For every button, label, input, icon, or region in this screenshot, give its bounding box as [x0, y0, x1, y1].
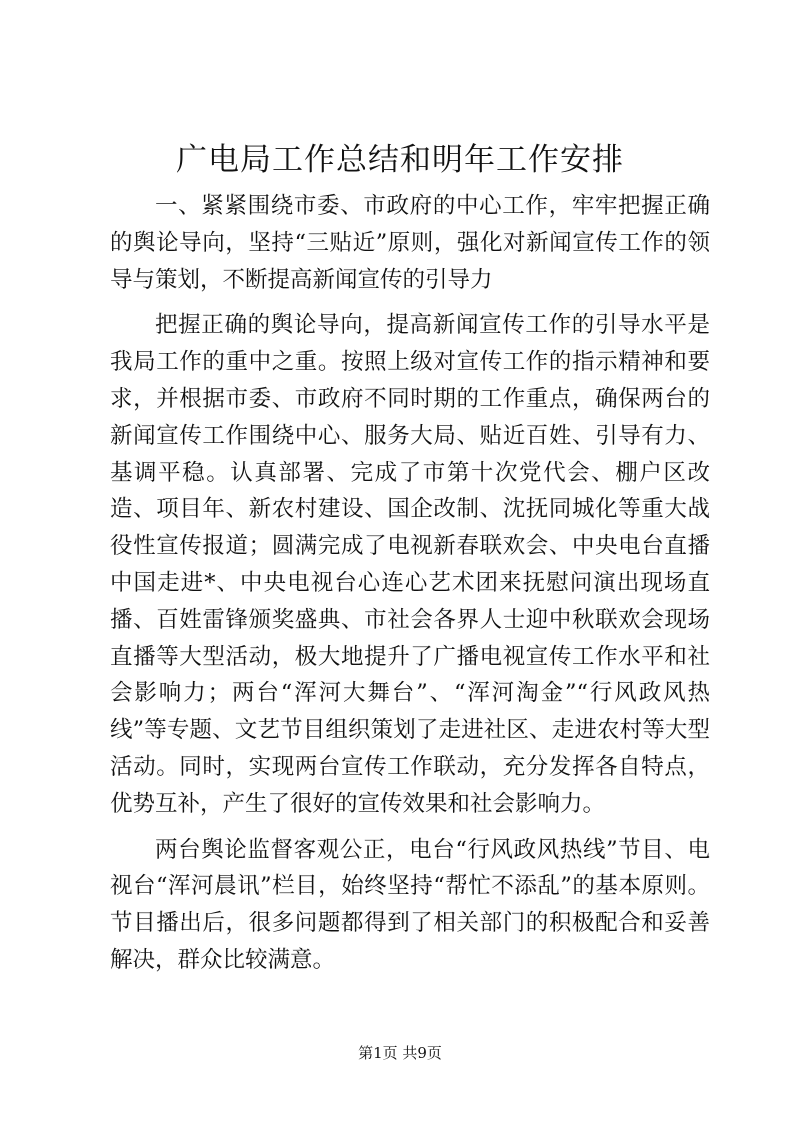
paragraph-1: 一、紧紧围绕市委、市政府的中心工作，牢牢把握正确的舆论导向，坚持“三贴近”原则，强化对新闻宣传工作的领导与策划，不断提高新闻宣传的引导力: [110, 193, 710, 293]
page-footer: 第1页 共9页: [358, 1044, 442, 1062]
paragraph-3: 两台舆论监督客观公正，电台“行风政风热线”节目、电视台“浑河晨讯”栏目，始终坚持“帮忙不添乱”的基本原则。节目播出后，很多问题都得到了相关部门的积极配合和妥善解决，群众比较满意。: [110, 836, 710, 973]
document-title: 广电局工作总结和明年工作安排: [176, 142, 624, 178]
paragraph-2: 把握正确的舆论导向，提高新闻宣传工作的引导水平是我局工作的重中之重。按照上级对宣传工作的指示精神和要求，并根据市委、市政府不同时期的工作重点，确保两台的新闻宣传工作围绕中心、服务大局、贴近百姓、引导有力、基调平稳。认真部署、完成了市第十次党代会、棚户区改造、项目年、新农村建设、国企改制、沈抚同城化等重大战役性宣传报道；圆满完成了电视新春联欢会、中央电台直播中国走进*、中央电视台心连心艺术团来抚慰问演出现场直播、百姓雷锋颁奖盛典、市社会各界人士迎中秋联欢会现场直播等大型活动，极大地提升了广播电视宣传工作水平和社会影响力；两台“浑河大舞台”、“浑河淘金”“行风政风热线”等专题、文艺节目组织策划了走进社区、走进农村等大型活动。同时，实现两台宣传工作联动，充分发挥各自特点，优势互补，产生了很好的宣传效果和社会影响力。: [110, 312, 710, 817]
document-body: [110, 188, 710, 979]
